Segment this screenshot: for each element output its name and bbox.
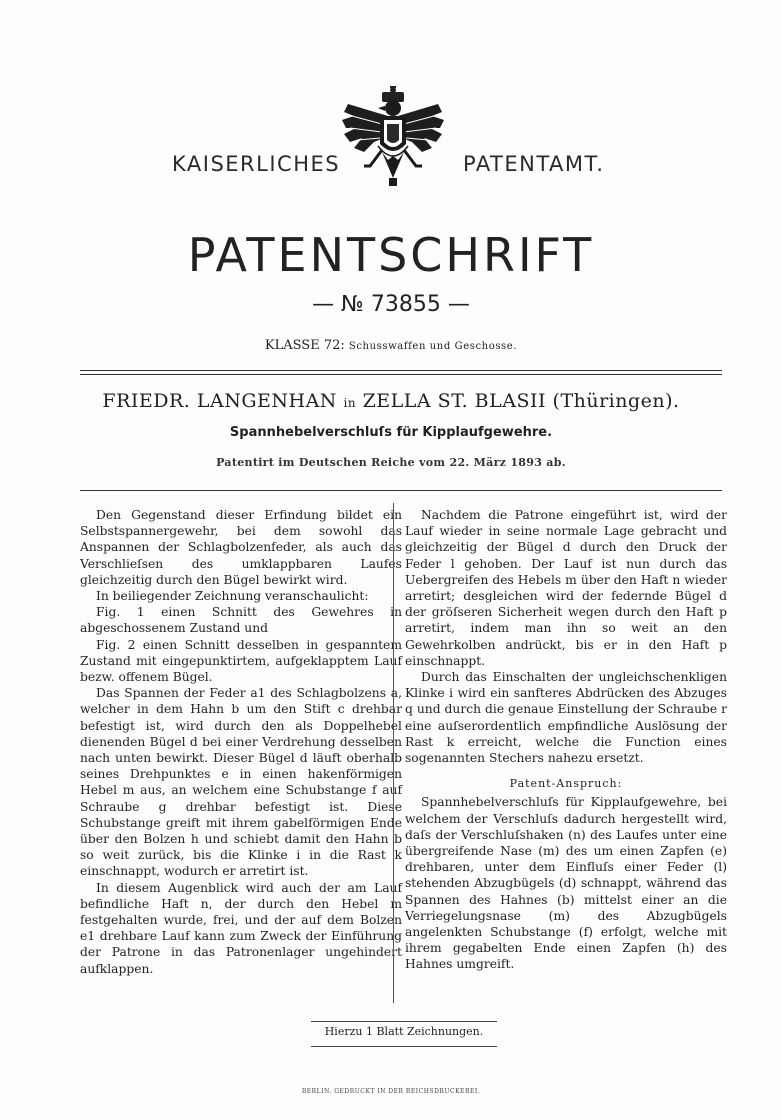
applicant-in: in bbox=[343, 396, 357, 410]
document-title: PATENTSCHRIFT bbox=[187, 228, 595, 282]
paragraph: Den Gegenstand dieser Erfindung bildet ein Selbstspannergewehr, bei dem sowohl das Anspannen der Schlagbolzenfeder, als auch das Verschlieſsen des umklappbaren Laufes gleichzeitig durch den Bügel bewirkt wird. bbox=[80, 508, 402, 587]
applicant-region: (Thüringen). bbox=[552, 390, 680, 412]
header-divider-double bbox=[80, 374, 722, 375]
patent-class bbox=[0, 338, 782, 353]
paragraph: Das Spannen der Feder a1 des Schlagbolzens a, welcher in dem Hahn b um den Stift c drehbar befestigt ist, wird durch den als Doppelhebel dienenden Bügel d bei einer Verdrehung desselben nach unten bewirkt. Dieser Bügel d läuft oberhalb seines Drehpunktes e in einen hakenförmigen Hebel m aus, an welchem eine Schubstange f auf Schraube g drehbar befestigt ist. Diese Schubstange greift mit ihrem gabelförmigen Ende über den Bolzen h und schiebt damit den Hahn b so weit zurück, bis die Klinke i in die Rast k einschnappt, wodurch er arretirt ist. bbox=[80, 686, 402, 879]
class-description: Schusswaffen und Geschosse. bbox=[348, 341, 518, 352]
paragraph: Fig. 1 einen Schnitt des Gewehres in abgeschossenem Zustand und bbox=[80, 605, 402, 636]
applicant-line bbox=[0, 390, 782, 412]
body-divider bbox=[80, 490, 722, 491]
class-label: KLASSE 72: bbox=[264, 338, 345, 353]
column-separator bbox=[393, 503, 394, 1003]
claim-heading: Patent-Anspruch: bbox=[509, 777, 623, 791]
header-divider bbox=[80, 370, 722, 371]
claim-text: Spannhebelverschluſs für Kipplaufgewehre, bei welchem der Verschluſs dadurch hergestellt wird, daſs der Verschluſshaken (n) des Laufes unter eine übergreifende Nase (m) des um einen Zapfen (e) drehbaren, unter dem Einfluſs einer Feder (l) stehenden Abzugbügels (d) schnappt, während das Spannen des Hahnes (b) mittelst einer an die Verriegelungsnase (m) des Abzugbügels angelenkten Schubstange (f) erfolgt, welche mit ihrem gegabelten Ende einen Zapfen (h) des Hahnes umgreift. bbox=[405, 795, 727, 972]
office-name-left: KAISERLICHES bbox=[172, 152, 341, 176]
applicant-place: ZELLA ST. BLASII bbox=[362, 390, 546, 412]
paragraph: Durch das Einschalten der ungleichschenkligen Klinke i wird ein sanfteres Abdrücken des Abzuges q und durch die genaue Einstellung der Schraube r eine auſserordentlich empfindliche Auslösung der Rast k erreicht, welche die Function eines sogenannten Stechers nahezu ersetzt. bbox=[405, 670, 727, 766]
paragraph: In beiliegender Zeichnung veranschaulicht: bbox=[96, 589, 369, 604]
imperial-eagle-icon bbox=[338, 86, 448, 198]
paragraph: Nachdem die Patrone eingeführt ist, wird der Lauf wieder in seine normale Lage gebracht und gleichzeitig der Bügel d durch den Druck der Feder l gehoben. Der Lauf ist nun durch das Uebergreifen des Hebels m über den Haft n wieder arretirt; desgleichen wird der federnde Bügel d der gröſseren Sicherheit wegen durch den Haft p arretirt, indem man ihn so weit an den Gewehrkolben andrückt, bis er in den Haft p einschnappt. bbox=[405, 508, 727, 668]
paragraph: In diesem Augenblick wird auch der am Lauf befindliche Haft n, der durch den Hebel m festgehalten wurde, frei, und der auf dem Bolzen e1 drehbare Lauf kann zum Zweck der Einführung der Patrone in das Patronenlager ungehindert aufklappen. bbox=[80, 880, 402, 976]
patent-subject: Spannhebelverschluſs für Kipplaufgewehre. bbox=[229, 425, 553, 440]
paragraph: Fig. 2 einen Schnitt desselben in gespanntem Zustand mit eingepunktirtem, aufgeklapptem Lauf bezw. offenem Bügel. bbox=[80, 637, 402, 685]
right-column bbox=[405, 507, 727, 973]
patent-date-line: Patentirt im Deutschen Reiche vom 22. März 1893 ab. bbox=[216, 456, 566, 469]
office-name-right: PATENTAMT. bbox=[463, 152, 605, 176]
patent-number: — № 73855 — bbox=[312, 292, 470, 317]
left-column bbox=[80, 507, 402, 977]
applicant-name: FRIEDR. LANGENHAN bbox=[102, 390, 337, 412]
footer-note: Hierzu 1 Blatt Zeichnungen. bbox=[324, 1025, 484, 1038]
printer-line: BERLIN. GEDRUCKT IN DER REICHSDRUCKEREI. bbox=[301, 1088, 481, 1095]
